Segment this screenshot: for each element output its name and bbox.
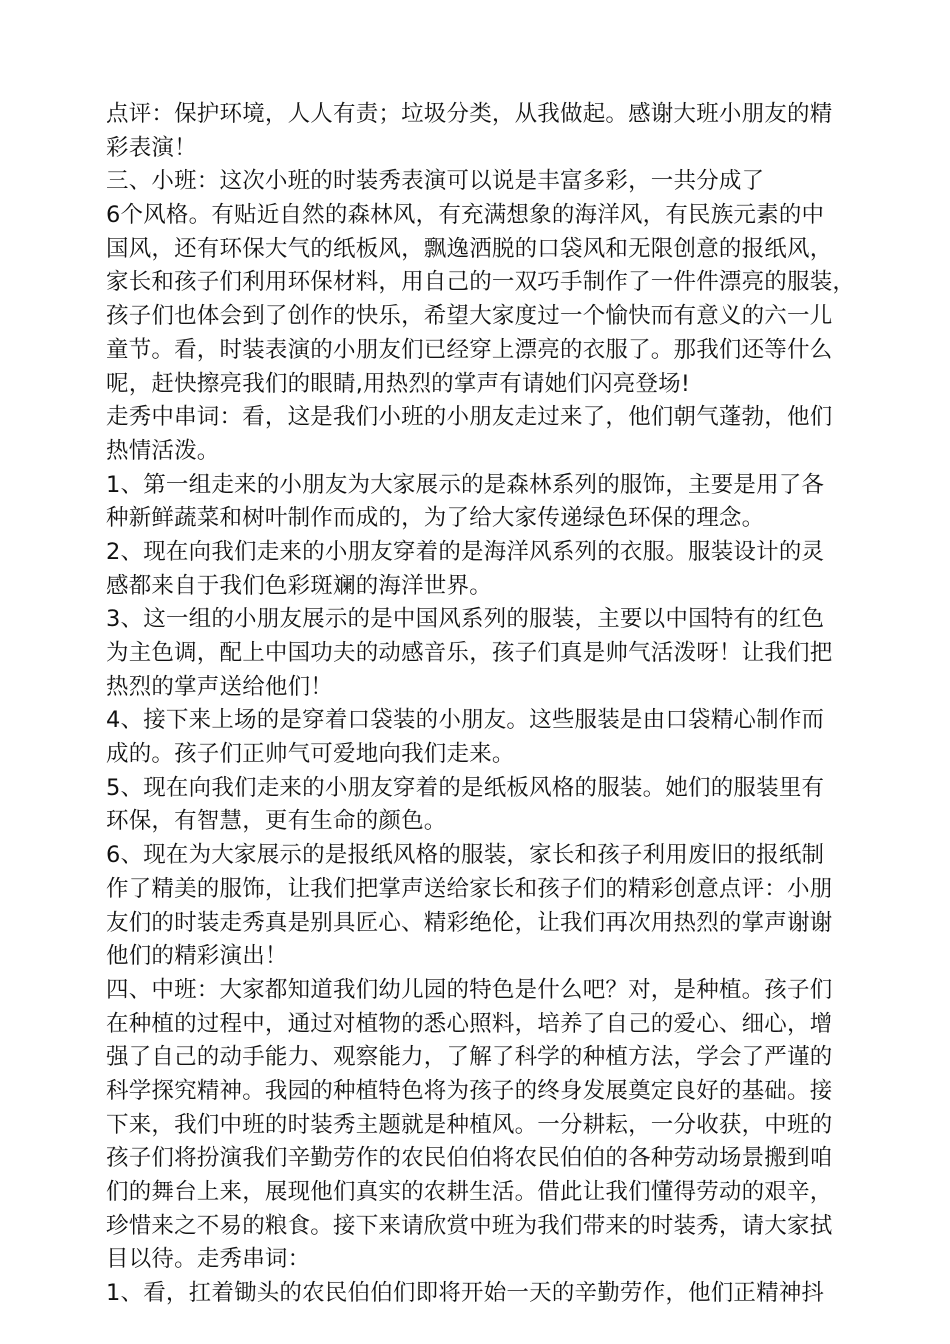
text-line: 5、现在向我们走来的小朋友穿着的是纸板风格的服装。她们的服装里有: [106, 774, 825, 801]
text-line: 强了自己的动手能力、观察能力，了解了科学的种植方法，学会了严谨的: [106, 1044, 833, 1071]
text-line: 1、第一组走来的小朋友为大家展示的是森林系列的服饰，主要是用了各: [106, 471, 825, 498]
text-line: 下来，我们中班的时装秀主题就是种植风。一分耕耘，一分收获，中班的: [106, 1111, 833, 1138]
text-line: 呢，赶快擦亮我们的眼睛,用热烈的掌声有请她们闪亮登场!: [106, 370, 691, 397]
text-line: 环保，有智慧，更有生命的颜色。: [106, 808, 447, 835]
text-line: 1、看，扛着锄头的农民伯伯们即将开始一天的辛勤劳作，他们正精神抖: [106, 1280, 825, 1307]
text-line: 们的舞台上来，展现他们真实的农耕生活。借此让我们懂得劳动的艰辛，: [106, 1179, 833, 1205]
text-line: 为主色调，配上中国功夫的动感音乐，孩子们真是帅气活泼呀！让我们把: [106, 640, 833, 666]
text-line: 作了精美的服饰，让我们把掌声送给家长和孩子们的精彩创意点评：小朋: [106, 875, 833, 902]
text-line: 珍惜来之不易的粮食。接下来请欣赏中班为我们带来的时装秀，请大家拭: [106, 1212, 833, 1239]
text-line: 热情活泼。: [106, 437, 220, 464]
text-line: 感都来自于我们色彩斑斓的海洋世界。: [106, 572, 492, 599]
text-line: 2、现在向我们走来的小朋友穿着的是海洋风系列的衣服。服装设计的灵: [106, 538, 825, 565]
document-body: [106, 98, 866, 1311]
text-line: 3、这一组的小朋友展示的是中国风系列的服装，主要以中国特有的红色: [106, 606, 825, 633]
text-line: 6、现在为大家展示的是报纸风格的服装，家长和孩子利用废旧的报纸制: [106, 842, 825, 869]
text-line: 友们的时装走秀真是别具匠心、精彩绝伦，让我们再次用热烈的掌声谢谢: [106, 909, 833, 936]
text-line: 彩表演！: [106, 134, 197, 161]
text-line: 点评：保护环境，人人有责；垃圾分类，从我做起。感谢大班小朋友的精: [106, 101, 833, 127]
text-line: 走秀中串词：看，这是我们小班的小朋友走过来了，他们朝气蓬勃，他们: [106, 404, 833, 431]
text-line: 成的。孩子们正帅气可爱地向我们走来。: [106, 741, 515, 768]
text-line: 国风，还有环保大气的纸板风，飘逸洒脱的口袋风和无限创意的报纸风，: [106, 235, 833, 262]
text-line: 四、中班：大家都知道我们幼儿园的特色是什么吧？对，是种植。孩子们: [106, 976, 833, 1003]
text-line: 目以待。走秀串词：: [106, 1246, 311, 1273]
text-line: 三、小班：这次小班的时装秀表演可以说是丰富多彩，一共分成了: [106, 168, 765, 195]
text-line: 4、接下来上场的是穿着口袋装的小朋友。这些服装是由口袋精心制作而: [106, 707, 825, 734]
text-line: 孩子们将扮演我们辛勤劳作的农民伯伯将农民伯伯的各种劳动场景搬到咱: [106, 1145, 833, 1172]
text-line: 他们的精彩演出！: [106, 943, 288, 970]
text-line: 科学探究精神。我园的种植特色将为孩子的终身发展奠定良好的基础。接: [106, 1077, 833, 1104]
text-line: 童节。看，时装表演的小朋友们已经穿上漂亮的衣服了。那我们还等什么: [106, 336, 833, 363]
text-line: 6个风格。有贴近自然的森林风，有充满想象的海洋风，有民族元素的中: [106, 202, 825, 229]
text-line: 种新鲜蔬菜和树叶制作而成的，为了给大家传递绿色环保的理念。: [106, 505, 765, 532]
text-line: 热烈的掌声送给他们！: [106, 673, 334, 700]
text-line: 家长和孩子们利用环保材料，用自己的一双巧手制作了一件件漂亮的服装，: [106, 269, 856, 296]
text-line: 在种植的过程中，通过对植物的悉心照料，培养了自己的爱心、细心，增: [106, 1010, 833, 1037]
text-line: 孩子们也体会到了创作的快乐，希望大家度过一个愉快而有意义的六一儿: [106, 303, 833, 330]
